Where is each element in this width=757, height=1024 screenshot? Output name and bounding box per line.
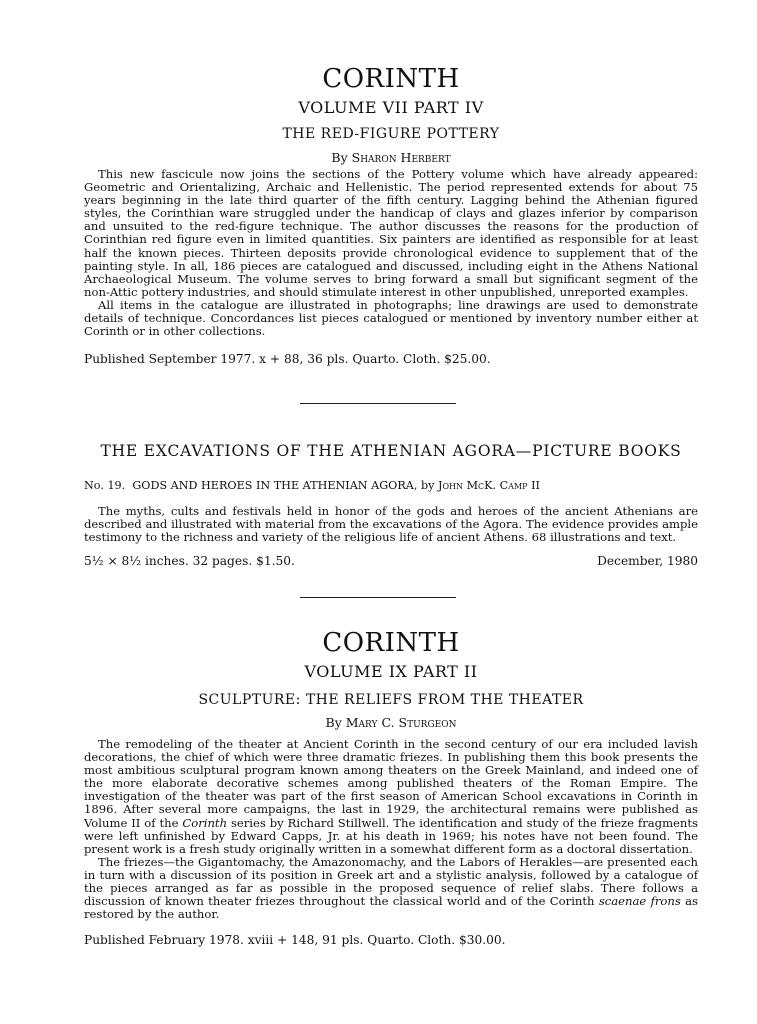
description-paragraph: All items in the catalogue are illustrated in photographs; line drawings are used to demonstrate details of technique. Concordances list pieces catalogued or mentioned by inventory number either at Corinth or in other collections. [84, 297, 698, 339]
description-paragraph: This new fascicule now joins the sections of the Pottery volume which have already appeared: Geometric and Orientalizing, Archaic and Hellenistic. The period represented extends for about 75 years beginning in the late third quarter of the fifth century. Lagging behind the Athenian figured styles, the Corinthian ware struggled under the handicap of clays and glazes inferior by comparison and unsuited to the red-figure technique. The author discusses the reasons for the production of Corinthian red figure even in limited quantities. Six painters are identified as responsible for at least half the known pieces. Thirteen deposits provide chronological evidence to supplement that of the painting style. In all, 186 pieces are catalogued and discussed, including eight in the Athens National Archaeological Museum. The volume serves to bring forward a small but significant segment of the non-Attic pottery industries, and should stimulate interest in other unpublished, unreported examples. [84, 167, 698, 299]
entry-by: by [420, 479, 435, 492]
publication-details: Published February 1978. xviii + 148, 91 pls. Quarto. Cloth. $30.00. [84, 933, 506, 947]
corinth-vii-description [84, 168, 698, 338]
description-paragraph: The myths, cults and festivals held in honor of the gods and heroes of the ancient Athenians are described and illustrated with material from the excavations of the Agora. The evidence provides ample testimony to the richness and variety of the religious life of ancient Athens. 68 illustrations and text. [84, 504, 698, 545]
author-name: Sharon Herbert [351, 150, 451, 165]
author-prefix: By [331, 150, 348, 165]
author-name: Mary C. Sturgeon [345, 715, 457, 730]
series-title: THE EXCAVATIONS OF THE ATHENIAN AGORA—PICTURE BOOKS [100, 442, 682, 460]
section-divider [300, 597, 456, 598]
publication-details: Published September 1977. x + 88, 36 pls. Quarto. Cloth. $25.00. [84, 352, 491, 366]
entry-number: No. 19. [84, 479, 126, 492]
author-line [84, 715, 698, 731]
volume-title: VOLUME IX PART II [304, 662, 478, 681]
description-paragraph [84, 856, 698, 921]
corinth-ix-description [84, 738, 698, 921]
book-subtitle: THE RED-FIGURE POTTERY [282, 126, 500, 142]
agora-entry-line [84, 479, 698, 493]
corinth-vii-heading [84, 64, 698, 166]
paragraph-text: as restored by the author. [84, 894, 698, 922]
agora-heading [84, 441, 698, 461]
author-prefix: By [325, 715, 342, 730]
description-paragraph [84, 738, 698, 856]
book-subtitle: SCULPTURE: THE RELIEFS FROM THE THEATER [198, 692, 584, 708]
series-title: CORINTH [322, 64, 460, 94]
paragraph-text: The remodeling of the theater at Ancient Corinth in the second century of our era included lavish decorations, the chief of which were three dramatic friezes. In publishing them this book presents the most ambitious sculptural program known among theaters on the Greek Mainland, and indeed one of the more elaborate decorative schemes among published theaters of the Roman Empire. The investigation of the theater was part of the first season of American School excavations in Corinth in 1896. After several more campaigns, the last in 1929, the architectural remains were published as Volume II of the [84, 737, 698, 830]
italic-title: Corinth [182, 815, 228, 830]
agora-description [84, 505, 698, 544]
entry-title: GODS AND HEROES IN THE ATHENIAN AGORA, [132, 479, 418, 492]
italic-term: scaenae frons [598, 894, 681, 909]
corinth-ix-publication [84, 932, 698, 948]
entry-author: John McK. Camp II [438, 479, 540, 492]
paragraph-text: series by Richard Stillwell. The identification and study of the frieze fragments were left unfinished by Edward Capps, Jr. at his death in 1969; his notes have not been found. The present work is a fresh study originally written in a somewhat different form as a doctoral dissertation. [84, 815, 698, 856]
corinth-ix-heading [84, 628, 698, 731]
publication-date: December, 1980 [597, 554, 698, 568]
agora-details-row [84, 553, 698, 569]
series-title: CORINTH [322, 628, 460, 658]
author-line [84, 150, 698, 166]
paragraph-text: The friezes—the Gigantomachy, the Amazonomachy, and the Labors of Herakles—are presented each in turn with a discussion of its position in Greek art and a stylistic analysis, followed by a catalogue of the pieces arranged as far as possible in the proposed sequence of relief slabs. There follows a discussion of known theater friezes throughout the classical world and of the Corinth [84, 854, 698, 909]
format-details: 5½ × 8½ inches. 32 pages. $1.50. [84, 554, 295, 568]
section-divider [300, 403, 456, 404]
volume-title: VOLUME VII PART IV [298, 98, 484, 117]
corinth-vii-publication [84, 351, 698, 367]
